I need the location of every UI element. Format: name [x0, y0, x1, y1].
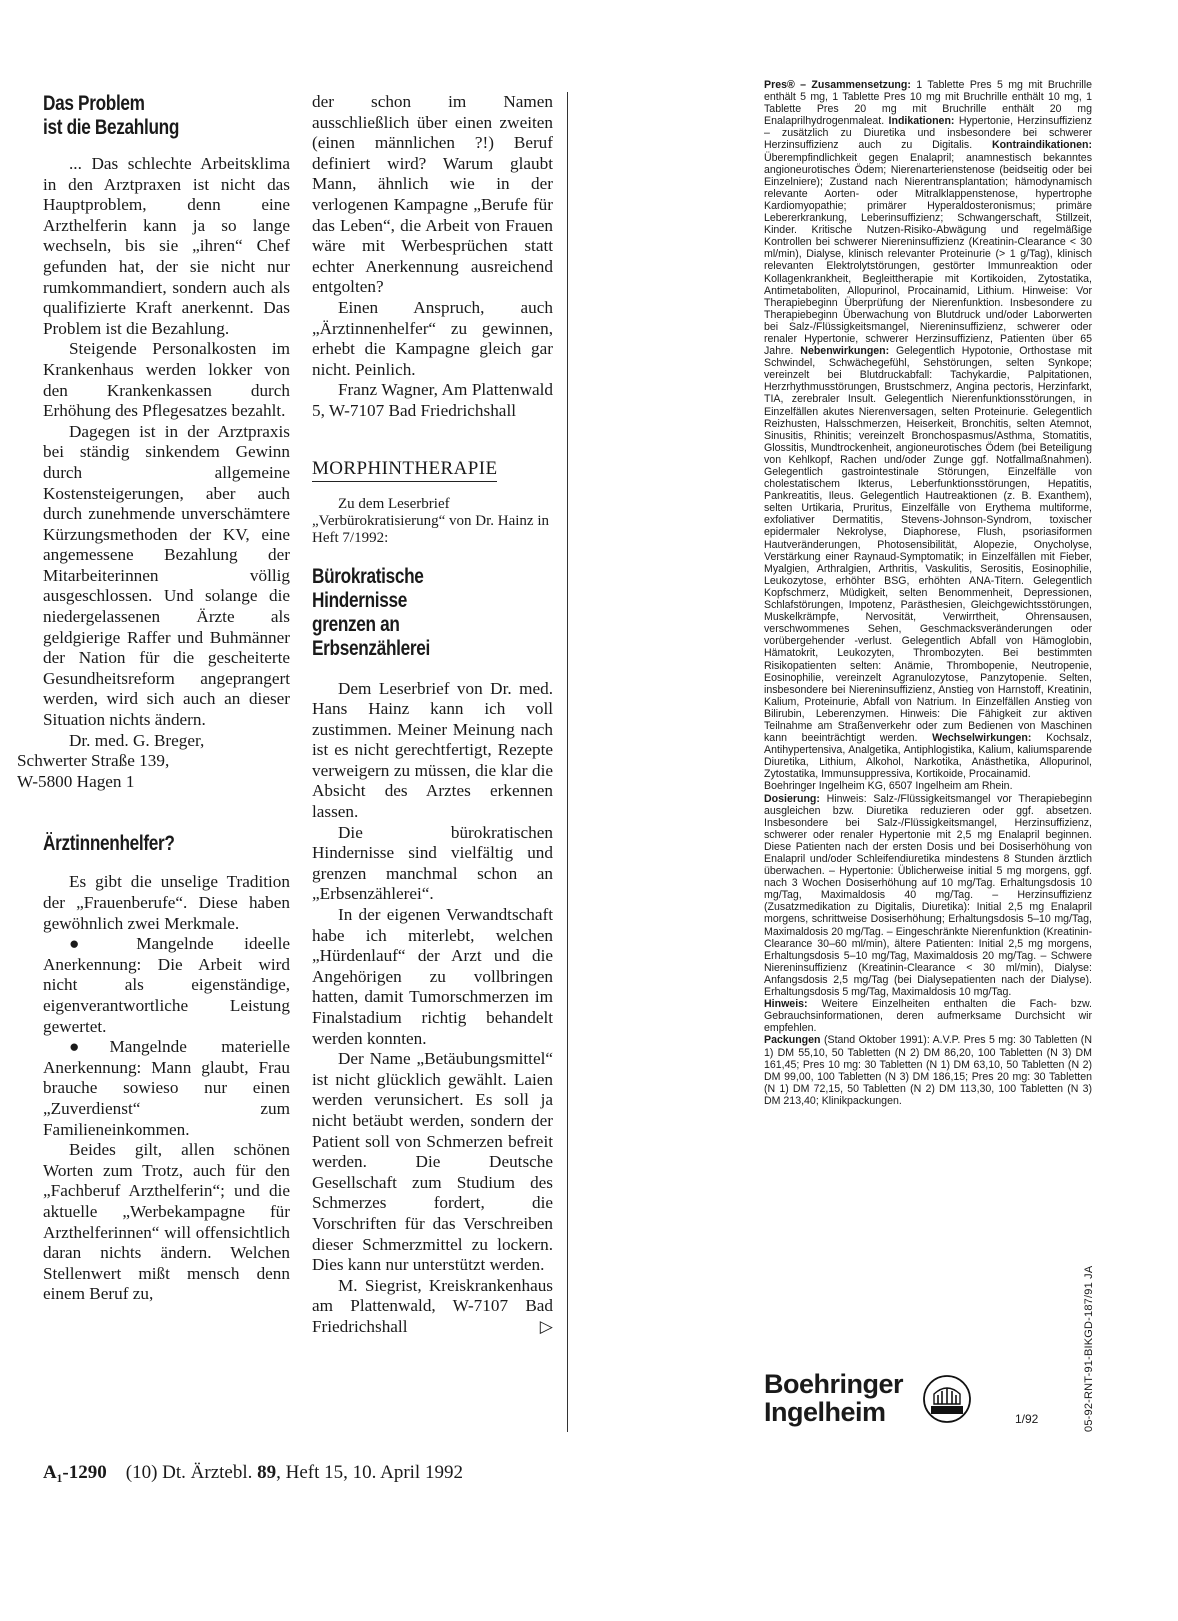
pi-label: Indikationen: [888, 115, 955, 128]
paragraph: Dem Leserbrief von Dr. med. Hans Hainz kann ich voll zustimmen. Meiner Meinung nach ist es nicht gerechtfertigt, Rezepte verweigern zu müssen, die klar die Absicht des Arztes erkennen lassen. [312, 678, 553, 822]
pi-text: Überempfindlichkeit gegen Enalapril; anamnestisch bekanntes angioneurotisches Ödem; Nierenarterienstenose (beidseitig oder bei Einzelniere); Zustand nach Nierentransplantation; hämodynamisch relevante Aorten- oder Mitralklappenstenose, hypertrophe Kardiomyopathie; primärer Hyperaldosteronismus; primäre Lebererkrankung, Leberinsuffizienz; Schwangerschaft, Stillzeit, Kinder. Kritische Nutzen-Risiko-Abwägung und regelmäßige Kontrollen bei schwerer Niereninsuffizienz (Kreatinin-Clearance < 30 ml/min), Dialyse, klinisch relevanter Proteinurie (> 1 g/Tag), klinisch relevanten Elektrolytstörungen, gestörter Immunreaktion oder Kollagenkrankheit, Begleittherapie mit Kortikoiden, Zytostatika, Antimetaboliten, Allopurinol, Procainamid, Lithium. Hinweise: Vor Therapiebeginn Überprüfung der Nierenfunktion. Insbesondere zu Therapiebeginn Überwachung von Blutdruck und/oder Laborwerten bei Salz-/Flüssigkeitsmangel, Niereninsuffizienz, schwerer oder renaler Hypertonie, schwerer Herzinsuffizienz, Patienten über 65 Jahre. [764, 151, 1092, 358]
pi-text: Hypertonie, Herzinsuffizienz – zusätzlich zu Diuretika und insbesondere bei schwerer Herzinsuffizienz auch zu Digitalis. [764, 115, 1092, 152]
pi-label: Dosierung: [764, 792, 820, 805]
article-das-problem [17, 92, 290, 792]
paragraph: Einen Anspruch, auch „Ärztinnenhelfer“ zu gewinnen, erhebt die Kampagne gleich gar nicht. Peinlich. [312, 297, 553, 379]
paragraph: Beides gilt, allen schönen Worten zum Trotz, auch für den „Fachberuf Arzthelferin“; und die aktuelle „Werbekampagne für Arzthelferinnen“ will offensichtlich daran nichts ändern. Welchen Stellenwert mißt mensch denn einem Beruf zu, [43, 1140, 290, 1304]
pi-label: Packungen [764, 1034, 821, 1047]
paragraph: Steigende Personalkosten im Krankenhaus werden lokker von den Krankenkassen durch Erhöhung des Pflegesatzes bezahlt. [43, 339, 290, 421]
pi-label: Nebenwirkungen: [800, 345, 890, 358]
pi-label: Pres® – Zusammensetzung: [764, 79, 911, 91]
pi-hint [764, 998, 1092, 1034]
signature-text: M. Siegrist, Kreiskrankenhaus am Plattenwald, W-7107 Bad Friedrichshall [312, 1275, 553, 1336]
pi-label: Kontraindikationen: [991, 139, 1092, 152]
pi-label: Wechselwirkungen: [932, 732, 1032, 745]
product-info-text [764, 79, 1092, 1107]
paragraph: ●Mangelnde materielle Anerkennung: Mann glaubt, Frau brauche sowieso nur einen „Zuverdienst“ zum Familieneinkommen. [43, 1037, 290, 1139]
column-2 [312, 92, 553, 1338]
brand-line: Boehringer [764, 1369, 904, 1399]
paragraph: In der eigenen Verwandtschaft habe ich miterlebt, welchen „Hürdenlauf“ der Arzt und die Angehörigen zu vollbringen hatten, damit Tumorschmerzen im Finalstadium richtig behandelt werden konnten. [312, 905, 553, 1048]
paragraph: Dagegen ist in der Arztpraxis bei ständig sinkendem Gewinn durch allgemeine Kostensteigerungen, aber auch durch zunehmende unverschämtere Kürzungsmethoden der KV, eine angemessene Bezahlung der Mitarbeiterinnen völlig ausgeschlossen. Und solange die niedergelassenen Ärzte als geldgierige Raffer und Buhmänner der Nation für die gescheiterte Gesundheitsreform angeprangert werden, wird sich auch an dieser Situation nichts ändern. [43, 421, 290, 730]
column-divider [567, 92, 568, 1432]
pi-text: (Stand Oktober 1991): A.V.P. Pres 5 mg: 30 Tabletten (N 1) DM 55,10, 50 Tabletten (N 2) DM 86,20, 100 Tabletten (N 3) DM 161,45; Pres 10 mg: 30 Tabletten (N 1) DM 63,10, 50 Tabletten (N 2) DM 99,00, 100 Tabletten (N 3) DM 186,15; Pres 20 mg: 30 Tabletten (N 1) DM 72,15, 50 Tabletten (N 2) DM 113,30, 100 Tabletten (N 3) DM 213,40; Klinikpackungen. [764, 1034, 1092, 1107]
pi-composition [764, 79, 1092, 780]
brand-name [764, 1370, 903, 1426]
boehringer-logo-icon [922, 1374, 972, 1424]
signature-line: W-5800 Hagen 1 [17, 771, 135, 791]
heading-line: Das Problem [43, 92, 145, 115]
pi-dosage [764, 793, 1092, 999]
pi-text: Gelegentlich Hypotonie, Orthostase mit Schwindel, Schwächegefühl, Sehstörungen, selten Synkope; vereinzelt bei Blutdruckabfall: Tachykardie, Palpitationen, Herzrhythmusstörungen, Brustschmerz, Angina pectoris, Herzinfarkt, TIA, zerebraler Insult. Gelegentlich Nierenfunktionsstörungen, in Einzelfällen akutes Nierenversagen, selten Proteinurie. Gelegentlich Reizhusten, Halsschmerzen, Heiserkeit, Bronchitis, selten Atemnot, Sinusitis, Rhinitis; vereinzelt Bronchospasmus/Asthma, Stomatitis, Glossitis, Mundtrockenheit, angioneurotisches Ödem (bei Beteiligung von Kehlkopf, Rachen und/oder Zunge ggf. Notfallmaßnahmen). Gelegentlich gastrointestinale Störungen, Einzelfälle von cholestatischem Ikterus, Leberfunktionsstörungen, Hepatitis, Pankreatitis, Ileus. Gelegentlich Hautreaktionen (z. B. Exanthem), selten Urtikaria, Pruritus, Einzelfälle von Erythema multiforme, exfoliativer Dermatitis, Stevens-Johnson-Syndrom, toxischer epidermaler Nekrolyse, Diaphorese, Flush, psoriasiformen Hautveränderungen, Photosensibilität, Alopezie, Onycholyse, Verstärkung einer Raynaud-Symptomatik; in Einzelfällen mit Fieber, Myalgien, Arthralgien, Arthritis, Vaskulitis, Serositis, Eosinophilie, Leukozytose, erhöhter BSG, erhöhten ANA-Titern. Gelegentlich Kopfschmerz, Müdigkeit, selten Benommenheit, Depressionen, Schlafstörungen, Impotenz, Parästhesien, Gleichgewichtsstörungen, Muskelkrämpfe, Nervosität, Verwirrtheit, Ohrensausen, verschwommenes Sehen, Geschmacksveränderungen oder vorübergehender -verlust. Gelegentlich Abfall von Hämoglobin, Hämatokrit, Leukozyten, Thrombozyten. Bei bestimmten Risikopatienten selten: Anämie, Thrombopenie, Neutropenie, Eosinophilie, vereinzelt Agranulozytose, Panzytopenie. Selten, insbesondere bei Niereninsuffizienz, Anstieg von Harnstoff, Kreatinin, Kalium, Proteinurie, Abfall von Natrium. In Einzelfällen Anstieg von Bilirubin, Leberenzymen. Hinweis: Die Fähigkeit zur aktiven Teilnahme am Straßenverkehr oder zum Bedienen von Maschinen kann beeinträchtigt werden. [764, 345, 1092, 745]
pi-text: Weitere Einzelheiten enthalten die Fach- bzw. Gebrauchsinformationen, deren aufmerksame Durchsicht wir empfehlen. [764, 998, 1092, 1035]
page-ref: A₁-1290 [43, 1462, 107, 1483]
article-heading [43, 92, 246, 140]
paragraph: Es gibt die unselige Tradition der „Frauenberufe“. Diese haben gewöhnlich zwei Merkmale. [43, 872, 290, 933]
paragraph: der schon im Namen ausschließlich über einen zweiten (einen männlichen ?!) Beruf definiert wird? Warum glaubt Mann, ähnlich wie in der verlogenen Kampagne „Berufe für das Leben“, die Arbeit von Frauen wäre mit Werbesprüchen statt echter Anerkennung ausreichend entgolten? [312, 92, 553, 297]
paragraph: ... Das schlechte Arbeitsklima in den Arztpraxen ist nicht das Hauptproblem, denn eine Arzthelferin kann ja so lange wechseln, bis sie „ihren“ Chef gefunden hat, der sie nicht nur rumkommandiert, sondern auch als qualifizierte Kraft anerkennt. Das Problem ist die Bezahlung. [43, 154, 290, 338]
side-code: 05-92-RNT-91-BIKGD-187/91 JA [1083, 1265, 1095, 1432]
pi-label: Hinweis: [764, 998, 808, 1011]
section-morphintherapie [312, 458, 553, 1338]
page-footer [43, 1462, 463, 1484]
pi-packages [764, 1034, 1092, 1107]
signature-line: Dr. med. G. Breger, [69, 730, 205, 750]
issue-info: , Heft 15, 10. April 1992 [276, 1462, 463, 1483]
pi-company: Boehringer Ingelheim KG, 6507 Ingelheim am Rhein. [764, 780, 1013, 793]
article-heading [312, 565, 510, 661]
paragraph: Die bürokratischen Hindernisse sind vielfältig und grenzen manchmal schon an „Erbsenzählerei“. [312, 822, 553, 904]
heading-line: Bürokratische Hindernisse [312, 564, 424, 612]
issue-info: (10) Dt. Ärztebl. [125, 1462, 253, 1483]
pi-text: 1 Tablette Pres 5 mg mit Bruchrille enthält 5 mg, 1 Tablette Pres 10 mg mit Bruchrille enthält 10 mg, 1 Tablette Pres 20 mg mit Bruchrille enthält 20 mg Enalaprilhydrogenmaleat. [764, 79, 1092, 128]
signature [17, 730, 290, 793]
heading-line: ist die Bezahlung [43, 116, 180, 139]
signature [312, 1276, 553, 1338]
heading-line: Erbsenzählerei [312, 636, 430, 660]
pi-text: Hinweis: Salz-/Flüssigkeitsmangel vor Therapiebeginn ausgleichen bzw. Diuretika reduzieren oder ggf. absetzen. Insbesondere bei Salz-/Flüssigkeitsmangel, Herzinsuffizienz, schwerer oder renaler Hypertonie mit 2,5 mg Enalapril beginnen. Diese Patienten nach der ersten Dosis und bei Dosiserhöhung von Enalapril und/oder Schleifendiuretika mindestens 8 Stunden ärztlich überwachen. – Hypertonie: Üblicherweise initial 5 mg morgens, ggf. nach 3 Wochen Dosiserhöhung auf 10 mg/Tag. Erhaltungsdosis 10 mg/Tag, Maximaldosis 40 mg/Tag. – Herzinsuffizienz (Zusatzmedikation zu Digitalis, Diuretika): Initial 2,5 mg Enalapril morgens, schrittweise Dosiserhöhung; Erhaltungsdosis 5–10 mg/Tag, Maximaldosis 20 mg/Tag. – Eingeschränkte Nierenfunktion (Kreatinin-Clearance 30–60 ml/min), ältere Patienten: Initial 2,5 mg morgens, Erhaltungsdosis 5–10 mg/Tag, Maximaldosis 20 mg/Tag. – Schwere Niereninsuffizienz (Kreatinin-Clearance < 30 ml/min), Dialyse: Anfangsdosis 2,5 mg/Tag (bei Dialysepatienten nach der Dialyse). Erhaltungsdosis 5 mg/Tag, Maximaldosis 10 mg/Tag. [764, 792, 1092, 999]
paragraph: ● Mangelnde ideelle Anerkennung: Die Arbeit wird nicht als eigenständige, eigenverantwortliche Leistung gewertet. [43, 934, 290, 1036]
continue-arrow-icon: ▷ [539, 1316, 553, 1336]
product-information [764, 79, 1092, 1107]
brand-line: Ingelheim [764, 1397, 886, 1427]
signature: Franz Wagner, Am Plattenwald 5, W-7107 Bad Friedrichshall [312, 380, 553, 420]
pi-text: Kochsalz, Antihypertensiva, Analgetika, Antiphlogistika, Kalium, kaliumsparende Diuretika, Lithium, Alkohol, Narkotika, Anästhetika, Allopurinol, Zytostatika, Immunsuppressiva, Kortikoide, Procainamid. [764, 732, 1092, 781]
article-continuation [312, 92, 553, 422]
article-heading: Ärztinnenhelfer? [43, 832, 175, 856]
volume-number: 89 [257, 1462, 277, 1483]
issue-code: 1/92 [1015, 1412, 1039, 1426]
article-body [312, 679, 553, 1338]
reference-note: Zu dem Leserbrief „Verbürokratisierung“ von Dr. Hainz in Heft 7/1992: [312, 495, 550, 546]
paragraph: Der Name „Betäubungsmittel“ ist nicht glücklich gewählt. Laien werden verunsichert. Es soll ja nicht betäubt werden, sondern der Patient soll von Schmerzen befreit werden. Die Deutsche Gesellschaft zum Studium des Schmerzes fordert, die Vorschriften für das Verschreiben dieser Schmerzmittel zu lockern. Dies kann nur unterstützt werden. [312, 1049, 553, 1275]
heading-line: grenzen an [312, 612, 400, 636]
section-label: MORPHINTHERAPIE [312, 458, 497, 482]
article-body [43, 872, 290, 1304]
column-1 [17, 92, 290, 1305]
signature-line: Schwerter Straße 139, [17, 751, 170, 771]
article-body [17, 154, 290, 792]
article-aerztinnenhelfer [43, 832, 290, 1304]
